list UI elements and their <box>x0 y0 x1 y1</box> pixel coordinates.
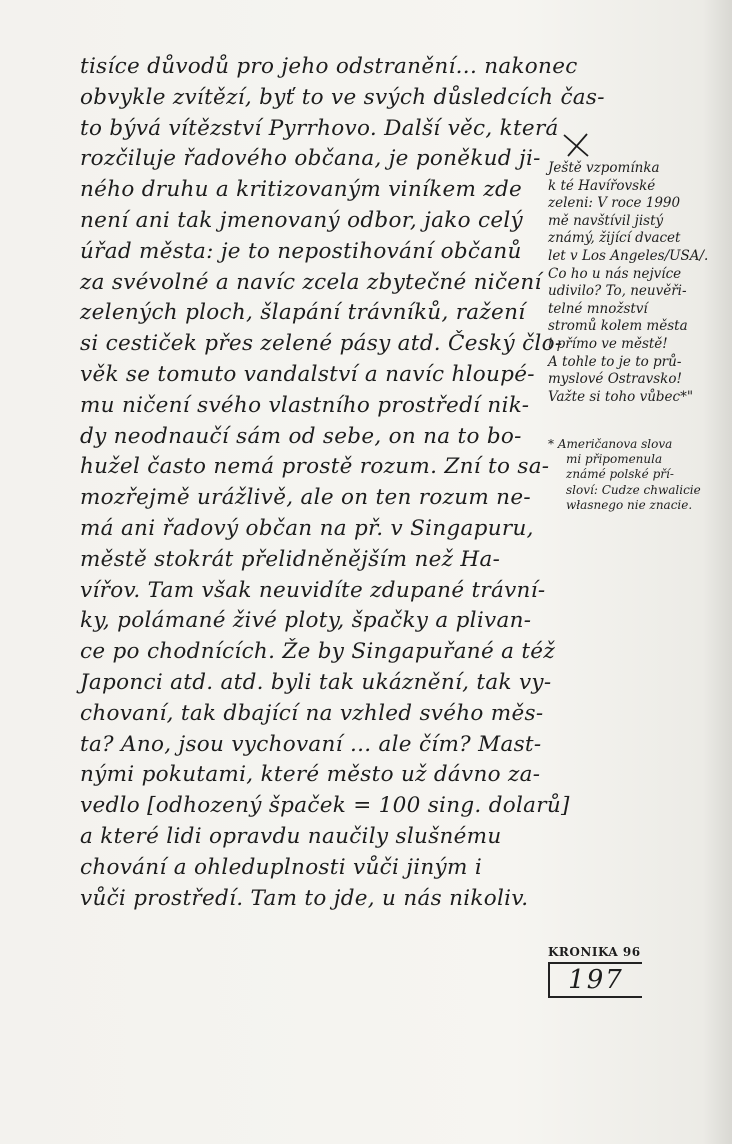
text-line: věk se tomuto vandalství a navíc hloupé- <box>80 361 535 387</box>
text-line: ky, polámané živé ploty, špačky a plivan- <box>80 608 532 634</box>
chronicle-label: KRONIKA 96 <box>548 945 641 959</box>
page-number: 197 <box>548 962 642 998</box>
text-line: úřad města: je to nepostihování občanů <box>80 238 522 264</box>
text-line: vířov. Tam však neuvidíte zdupané trávní- <box>80 577 546 603</box>
text-line: mozřejmě urážlivě, ale on ten rozum ne- <box>80 485 531 511</box>
text-line: nými pokutami, které město už dávno za- <box>80 762 541 788</box>
text-line: vůči prostředí. Tam to jde, u nás nikoliv. <box>80 885 529 911</box>
footnote <box>548 437 726 513</box>
text-line: a které lidi opravdu naučily slušnému <box>80 823 502 849</box>
text-line: hužel často nemá prostě rozum. Zní to sa- <box>80 454 550 480</box>
text-line: zelených ploch, šlapání trávníků, ražení <box>80 300 526 326</box>
text-line: ta? Ano, jsou vychovaní ... ale čím? Mast- <box>80 731 542 757</box>
footnote-line: sloví: Cudze chwalicie <box>566 482 701 497</box>
text-line: městě stokrát přelidněnějším než Ha- <box>80 546 501 572</box>
note-line: udivilo? To, neuvěři- <box>548 283 687 300</box>
note-line: Co ho u nás nejvíce <box>548 265 682 282</box>
text-line: není ani tak jmenovaný odbor, jako celý <box>80 207 523 233</box>
text-line: tisíce důvodů pro jeho odstranění... nakonec <box>80 54 578 79</box>
footnote-line: mi připomenula <box>566 452 663 467</box>
text-line: rozčiluje řadového občana, je poněkud ji- <box>80 146 541 172</box>
note-line: stromů kolem města <box>548 318 688 335</box>
text-line: má ani řadový občan na př. v Singapuru, <box>80 515 534 541</box>
note-line: Ještě vzpomínka <box>548 160 660 176</box>
note-line: telné množství <box>548 300 648 317</box>
footnote-line: známé polské pří- <box>566 467 674 482</box>
note-line: k té Havířovské <box>548 177 656 194</box>
note-line: i přímo ve městě! <box>548 335 668 352</box>
text-line: ného druhu a kritizovaným viníkem zde <box>80 177 523 203</box>
note-line: A tohle to je to prů- <box>548 353 682 370</box>
note-line: mě navštívil jistý <box>548 212 664 229</box>
text-line: mu ničení svého vlastního prostředí nik- <box>80 392 530 418</box>
text-line: dy neodnaučí sám od sebe, on na to bo- <box>80 423 522 449</box>
text-line: chovaní, tak dbající na vzhled svého měs- <box>80 700 544 726</box>
text-line: za svévolné a navíc zcela zbytečné ničení <box>80 269 542 295</box>
footnote-line: własnego nie znacie. <box>566 497 693 512</box>
cross-mark-icon <box>560 130 594 164</box>
text-line: chování a ohleduplnosti vůči jiným i <box>80 854 482 880</box>
text-line: obvykle zvítězí, byť to ve svých důsledcích čas- <box>80 84 605 110</box>
text-line: si cestiček přes zelené pásy atd. Český člo- <box>80 331 563 357</box>
note-line: zeleni: V roce 1990 <box>548 195 681 212</box>
note-line: myslové Ostravsko! <box>548 371 682 388</box>
text-line: to bývá vítězství Pyrrhovo. Další věc, která <box>80 115 559 141</box>
note-line: Važte si toho vůbec*" <box>548 388 694 405</box>
margin-note <box>548 160 726 406</box>
footnote-line: * Američanova slova <box>548 437 673 451</box>
text-line: vedlo [odhozený špaček = 100 sing. dolarů] <box>80 793 570 819</box>
text-line: ce po chodnících. Že by Singapuřané a též <box>80 639 555 665</box>
text-line: Japonci atd. atd. byli tak ukáznění, tak vy- <box>80 669 552 695</box>
note-line: známý, žijící dvacet <box>548 230 681 247</box>
note-line: let v Los Angeles/USA/. <box>548 247 709 264</box>
